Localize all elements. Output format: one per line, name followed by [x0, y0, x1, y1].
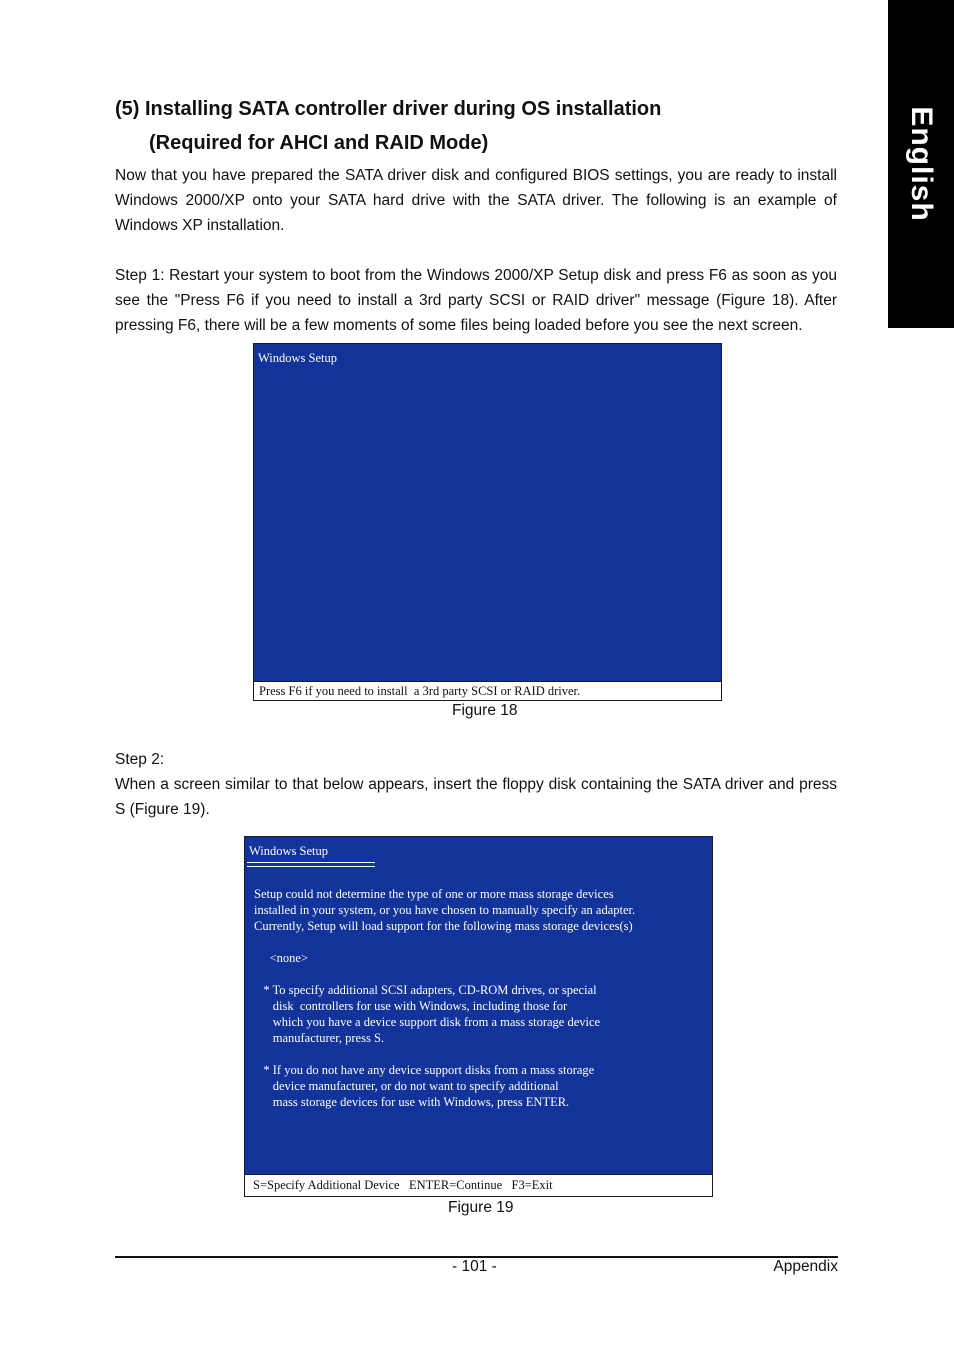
figure18-caption: Figure 18: [452, 702, 518, 719]
figure18-setup-screen: [253, 343, 722, 701]
figure19-caption: Figure 19: [448, 1199, 514, 1216]
figure19-setup-screen: [244, 836, 713, 1197]
step2-text: When a screen similar to that below appears, insert the floppy disk containing the SATA driver and press S (Figure 19).: [115, 776, 837, 818]
footer-section-label: Appendix: [773, 1258, 838, 1275]
language-tab: [888, 0, 954, 328]
figure19-status-bar: S=Specify Additional Device ENTER=Continue F3=Exit: [245, 1174, 712, 1196]
section-subheading: (Required for AHCI and RAID Mode): [149, 132, 489, 154]
page-number: - 101 -: [452, 1258, 497, 1275]
figure18-status-bar: Press F6 if you need to install a 3rd party SCSI or RAID driver.: [254, 681, 721, 700]
figure19-screen-body: Setup could not determine the type of one or more mass storage devices installed in your system, or you have chosen to manually specify an adapter. Currently, Setup will load support for the following mass storage devices(s) <none> * To specify additional SCSI adapters, CD-ROM drives, or special disk controllers for use with Windows, including those for which you have a device support disk from a mass storage device manufacturer, press S. * If you do not have any device support disks from a mass storage device manufacturer, or do not want to specify additional mass storage devices for use with Windows, press ENTER.: [254, 887, 636, 1109]
section-heading: (5) Installing SATA controller driver during OS installation: [115, 98, 662, 120]
step2-label: Step 2:: [115, 751, 165, 768]
language-tab-label: English: [905, 106, 938, 222]
step1-paragraph: Step 1: Restart your system to boot from the Windows 2000/XP Setup disk and press F6 as soon as you see the "Press F6 if you need to install a 3rd party SCSI or RAID driver" message (Figure 18). After pressing F6, there will be a few moments of some files being loaded before you see the next screen.: [115, 267, 837, 334]
figure18-screen-title: Windows Setup: [258, 351, 338, 365]
step2-block: [115, 747, 837, 822]
figure19-title-underline: [247, 862, 375, 867]
intro-paragraph: Now that you have prepared the SATA driver disk and configured BIOS settings, you are ready to install Windows 2000/XP onto your SATA hard drive with the SATA driver. The following is an example of Windows XP installation.: [115, 167, 837, 234]
figure19-screen-title: Windows Setup: [249, 844, 329, 858]
